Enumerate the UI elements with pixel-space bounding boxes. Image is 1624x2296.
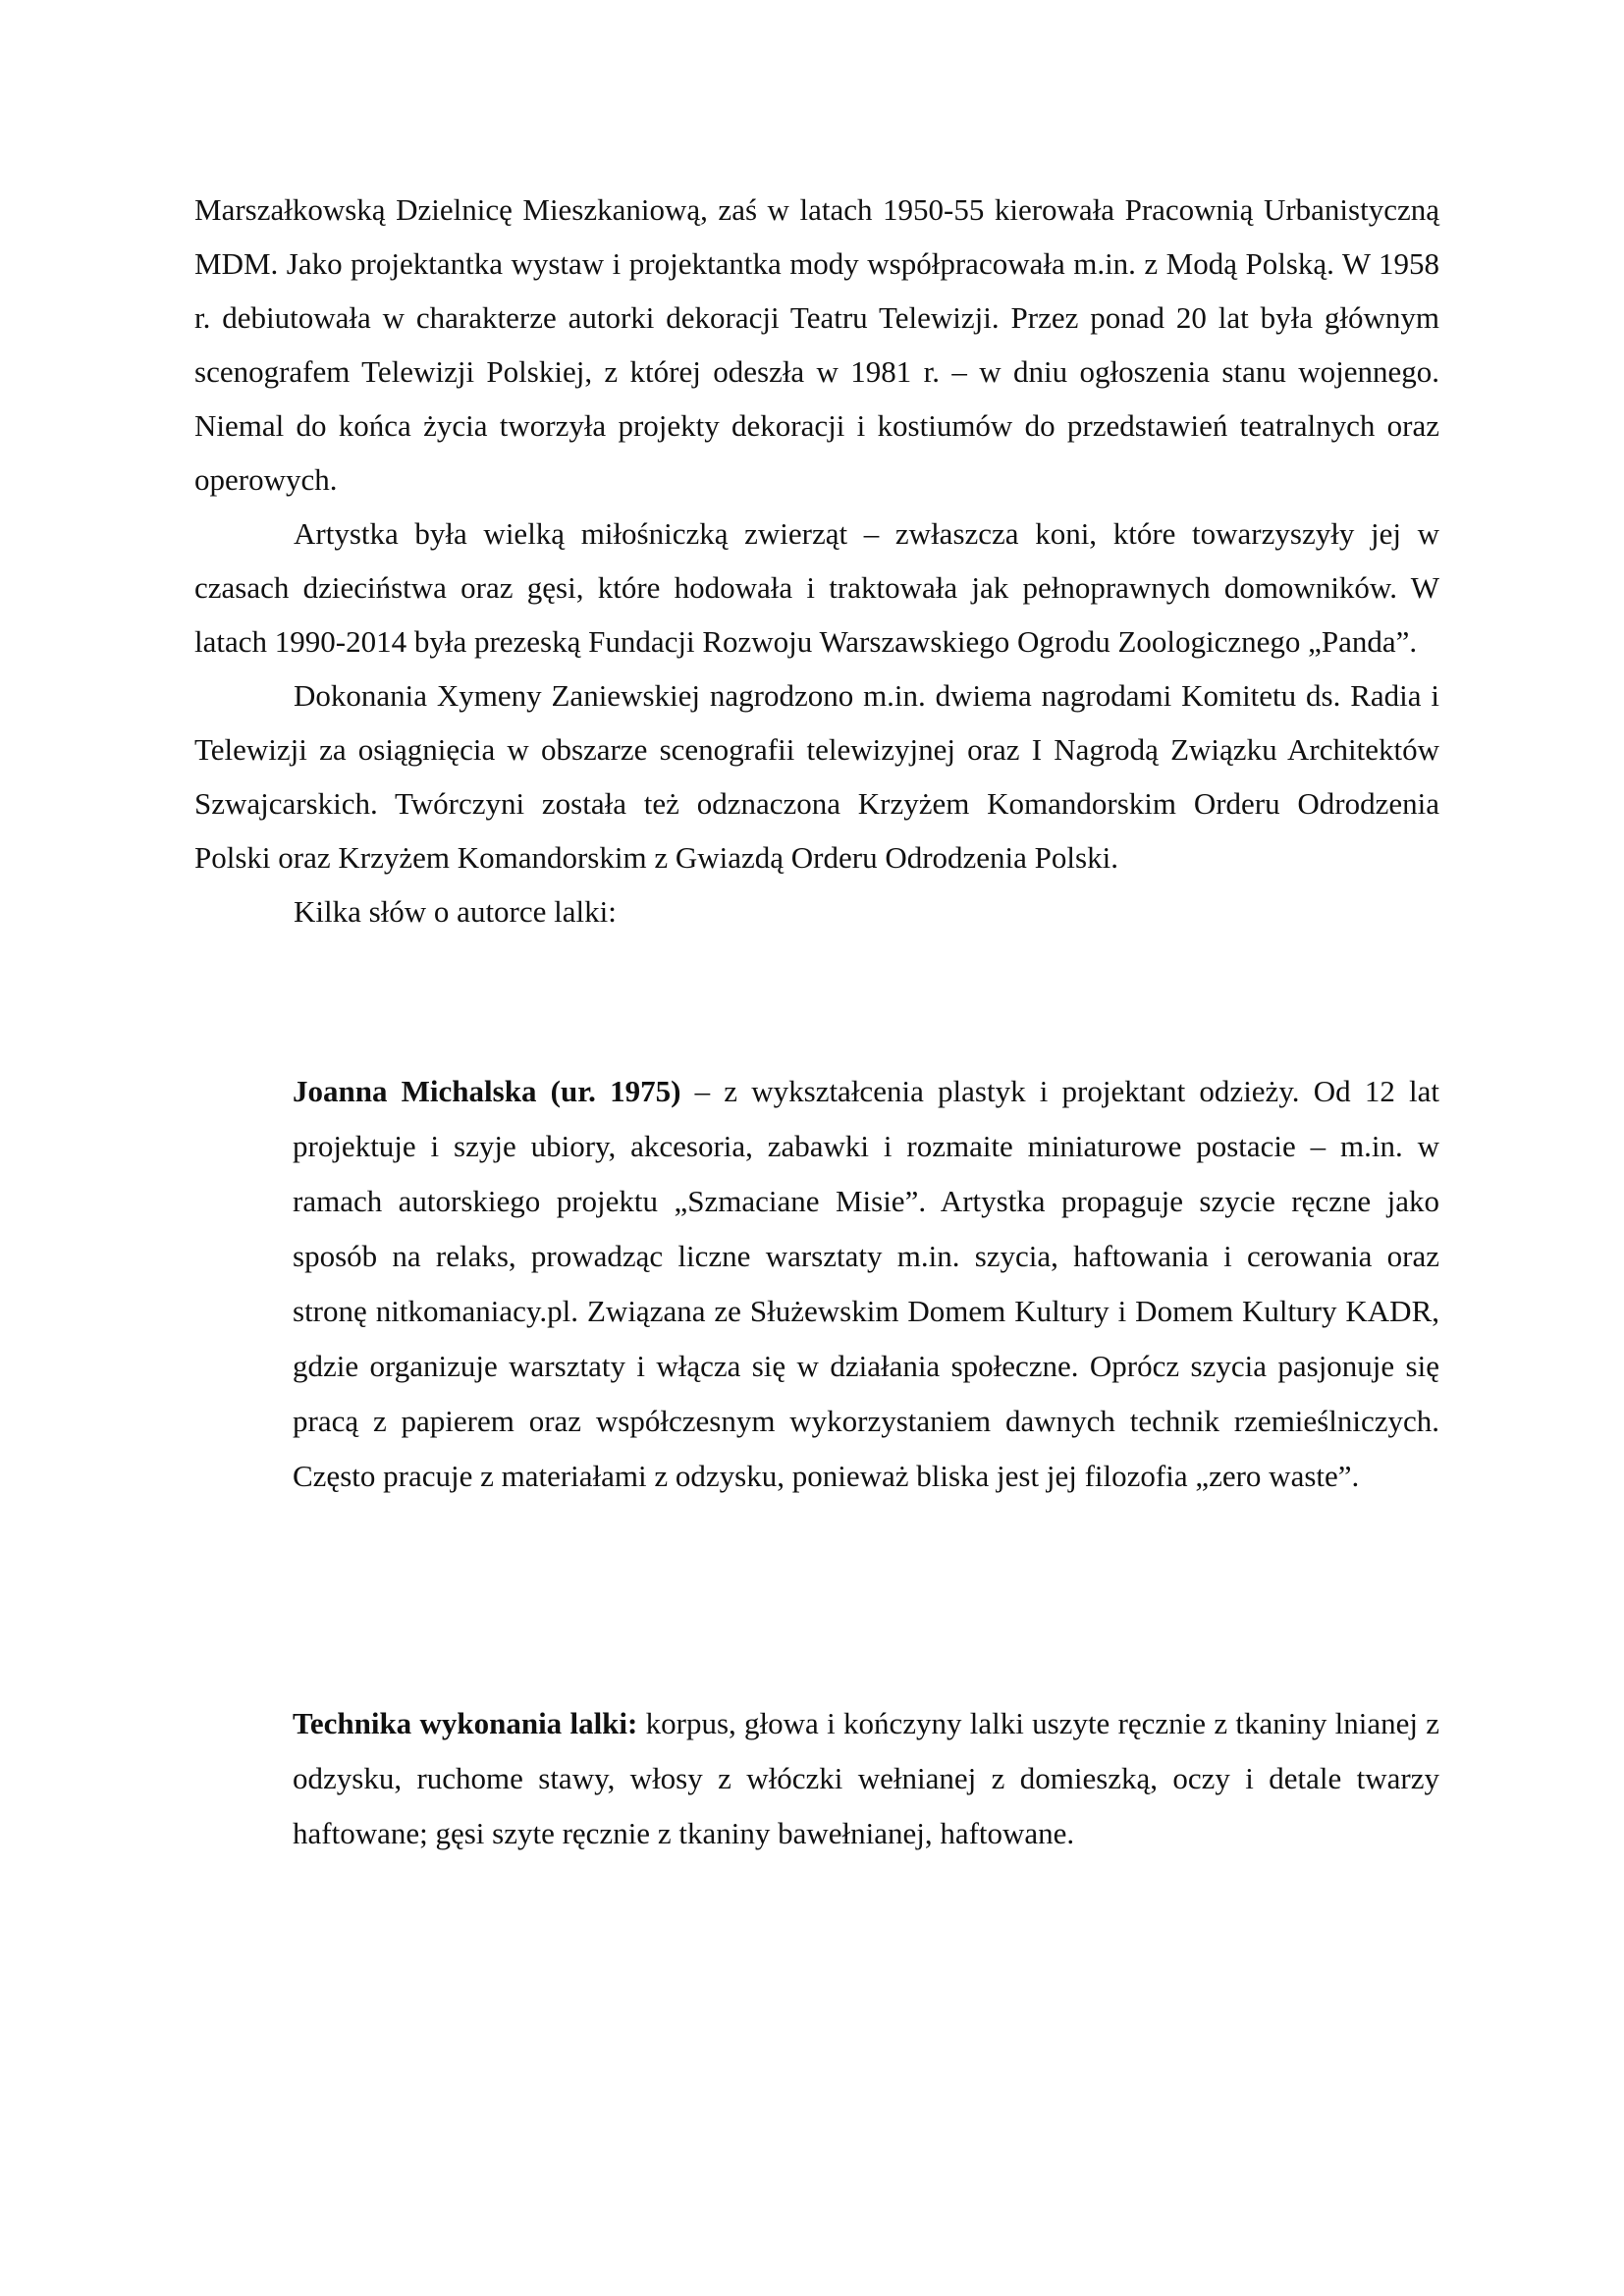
technique-section bbox=[293, 1696, 1439, 1861]
intro-line: Kilka słów o autorce lalki: bbox=[294, 894, 617, 929]
technique-label: Technika wykonania lalki: bbox=[293, 1706, 638, 1740]
main-text bbox=[194, 183, 1439, 938]
paragraph-2: Artystka była wielką miłośniczką zwierząt – zwłaszcza koni, które towarzyszyły jej w czasach dzieciństwa oraz gęsi, które hodowała i traktowała jak pełnoprawnych domowników. W latach 1990-2014 była prezeską Fundacji Rozwoju Warszawskiego Ogrodu Zoologicznego „Panda”. bbox=[194, 516, 1439, 659]
bio-name: Joanna Michalska (ur. 1975) bbox=[293, 1074, 681, 1108]
paragraph-1: Marszałkowską Dzielnicę Mieszkaniową, zaś w latach 1950-55 kierowała Pracownią Urbanistyczną MDM. Jako projektantka wystaw i projektantka mody współpracowała m.in. z Modą Polską. W 1958 r. debiutowała w charakterze autorki dekoracji Teatru Telewizji. Przez ponad 20 lat była głównym scenografem Telewizji Polskiej, z której odeszła w 1981 r. – w dniu ogłoszenia stanu wojennego. Niemal do końca życia tworzyła projekty dekoracji i kostiumów do przedstawień teatralnych oraz operowych. bbox=[194, 192, 1439, 497]
bio-paragraph bbox=[293, 1064, 1439, 1504]
technique-text: korpus, głowa i kończyny lalki uszyte ręcznie z tkaniny lnianej z odzysku, ruchome stawy, włosy z włóczki wełnianej z domieszką, oczy i detale twarzy haftowane; gęsi szyte ręcznie z tkaniny bawełnianej, haftowane. bbox=[293, 1706, 1440, 1850]
bio-text: – z wykształcenia plastyk i projektant odzieży. Od 12 lat projektuje i szyje ubiory, akcesoria, zabawki i rozmaite miniaturowe postacie – m.in. w ramach autorskiego projektu „Szmaciane Misie”. Artystka propaguje szycie ręczne jako sposób na relaks, prowadząc liczne warsztaty m.in. szycia, haftowania i cerowania oraz stronę nitkomaniacy.pl. Związana ze Służewskim Domem Kultury i Domem Kultury KADR, gdzie organizuje warsztaty i włącza się w działania społeczne. Oprócz szycia pasjonuje się pracą z papierem oraz współczesnym wykorzystaniem dawnych technik rzemieślniczych. Często pracuje z materiałami z odzysku, ponieważ bliska jest jej filozofia „zero waste”. bbox=[293, 1074, 1440, 1493]
author-bio bbox=[293, 1064, 1439, 1504]
technique-paragraph bbox=[293, 1696, 1439, 1861]
paragraph-3: Dokonania Xymeny Zaniewskiej nagrodzono m.in. dwiema nagrodami Komitetu ds. Radia i Telewizji za osiągnięcia w obszarze scenografii telewizyjnej oraz I Nagrodą Związku Architektów Szwajcarskich. Twórczyni została też odznaczona Krzyżem Komandorskim Orderu Odrodzenia Polski oraz Krzyżem Komandorskim z Gwiazdą Orderu Odrodzenia Polski. bbox=[194, 678, 1439, 875]
